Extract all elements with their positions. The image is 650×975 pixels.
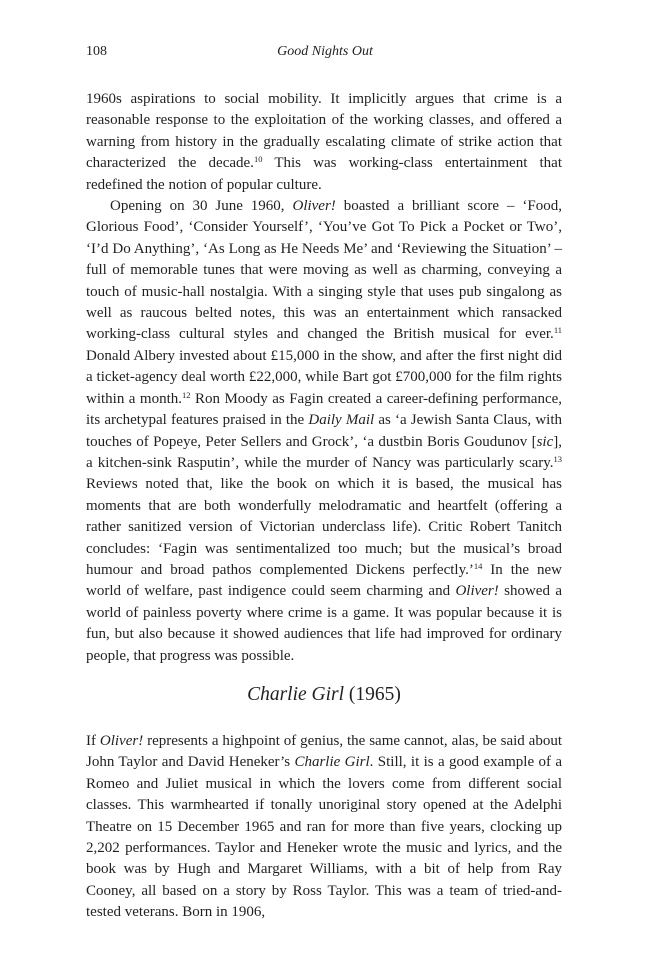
text-run: Donald Albery invested about £15,000 in the show, and after the first night did a ticket-agency deal worth £22,000, while Bart got £700,000 for the film rights within a month. [86, 347, 562, 407]
text-run: Opening on 30 June 1960, [110, 198, 293, 215]
paragraph-3 [86, 731, 562, 924]
title-oliver: Oliver! [455, 583, 499, 600]
footnote-ref-10: 10 [253, 154, 263, 165]
text-run: ], a kitchen-sink Rasputin’, while the murder of Nancy was particularly scary. [86, 433, 562, 471]
title-oliver: Oliver! [99, 733, 144, 749]
text-run: Reviews noted that, like the book on which it is based, the musical has moments that are both wonderfully melodramatic and heartfelt (offering a rather sanitized version of Victorian underclass life). Critic Robert Tanitch concludes: ‘Fagin was sentimentalized too much; but the musical’s broad humour and broad pathos complemented Dickens perfectly.’ [86, 476, 562, 578]
section-heading [86, 683, 562, 707]
text-run: represents a highpoint of genius, the same cannot, alas, be said about John Taylor and David Heneker’s [86, 733, 562, 771]
footnote-ref-14: 14 [473, 560, 483, 571]
section-title-year: (1965) [344, 684, 401, 705]
text-run: This was working-class entertainment that redefined the notion of popular culture. [86, 155, 563, 193]
title-charlie-girl: Charlie Girl [294, 754, 370, 771]
text-run: as ‘a Jewish Santa Claus, with touches of Popeye, Peter Sellers and Grock’, ‘a dustbin Boris Goudunov [ [86, 412, 562, 450]
title-daily-mail: Daily Mail [308, 412, 375, 429]
body-text-bottom [86, 731, 562, 924]
title-oliver: Oliver! [292, 198, 336, 215]
text-run: showed a world of painless poverty where crime is a game. It was popular because it is fun, but also because it showed audiences that life had improved for ordinary people, that progress was possible. [86, 583, 562, 664]
page-header [86, 44, 564, 66]
text-run: In the new world of welfare, past indigence could seem charming and [86, 561, 562, 600]
section-title-italic: Charlie Girl [247, 684, 345, 705]
paragraph-1 [86, 89, 562, 196]
text-run: If [86, 733, 100, 749]
footnote-ref-13: 13 [553, 453, 562, 464]
text-run: boasted a brilliant score – ‘Food, Glorious Food’, ‘Consider Yourself’, ‘You’ve Got To Pick a Pocket or Two’, ‘I’d Do Anything’, ‘As Long as He Needs Me’ and ‘Reviewing the Situation’ – full of memorable tunes that were moving as well as charming, conveying a touch of music-hall nostalgia. With a singing style that uses pub singalong as well as raucous belted notes, this was an entertainment which ransacked working-class cultural styles and changed the British musical for ever. [86, 198, 562, 343]
sic-mark: sic [536, 433, 554, 450]
text-run: . Still, it is a good example of a Romeo and Juliet musical in which the lovers come from different social classes. This warmhearted if tonally unoriginal story opened at the Adelphi Theatre on 15 December 1965 and ran for more than five years, clocking up 2,202 performances. Taylor and Heneker wrote the music and lyrics, and the book was by Hugh and Margaret Williams, with a bit of help from Ray Cooney, all based on a story by Ross Taylor. This was a team of tried-and-tested veterans. Born in 1906, [86, 754, 562, 921]
footnote-ref-11: 11 [553, 325, 562, 336]
text-run: Ron Moody as Fagin created a career-defining performance, its archetypal features praised in the [86, 390, 563, 429]
footnote-ref-12: 12 [182, 389, 191, 400]
paragraph-2 [86, 196, 562, 667]
page-number: 108 [86, 44, 107, 59]
text-run: 1960s aspirations to social mobility. It implicitly argues that crime is a reasonable response to the exploitation of the working classes, and offered a warning from history in the gradually escalating climate of strike action that characterized the decade. [86, 91, 562, 172]
body-text-top [86, 89, 562, 667]
running-head: Good Nights Out [277, 44, 373, 59]
